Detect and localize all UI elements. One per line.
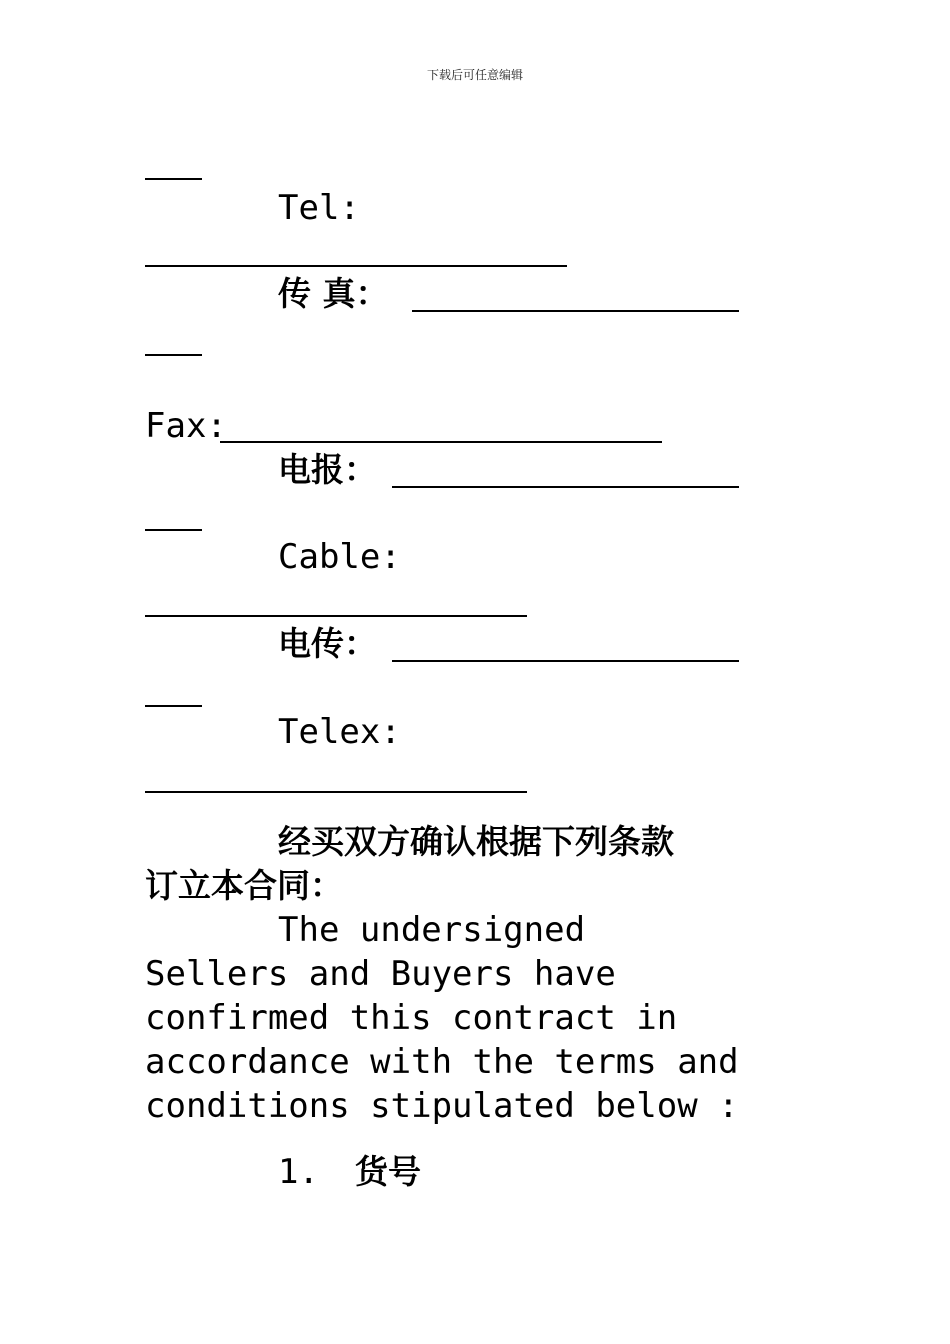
tel-label: Tel: <box>278 188 360 228</box>
telex-blank <box>145 791 527 793</box>
tel-blank <box>145 265 567 267</box>
telex-cn-label: 电传： <box>278 624 377 663</box>
telex-cn-blank <box>392 660 739 662</box>
page-header: 下载后可任意编辑 <box>426 68 523 82</box>
preamble-en <box>145 908 745 1128</box>
cable-label: Cable: <box>278 537 401 577</box>
blank-line <box>145 178 202 180</box>
telex-label: Telex: <box>278 712 401 752</box>
item-number: 1. <box>278 1152 319 1192</box>
cable-cn-blank-cont <box>145 529 202 531</box>
telex-cn-blank-cont <box>145 705 202 707</box>
preamble-en-text: The undersigned Sellers and Buyers have confirmed this contract in accordance with the terms and conditions stipulated below : <box>145 910 739 1126</box>
cable-cn-label: 电报： <box>278 450 377 489</box>
fax-cn-label: 传 真： <box>278 274 389 313</box>
preamble-cn-line2: 订立本合同： <box>145 866 343 905</box>
fax-blank <box>220 441 662 443</box>
item-label: 货号 <box>355 1152 421 1191</box>
cable-blank <box>145 615 527 617</box>
cable-cn-blank <box>392 486 739 488</box>
fax-cn-blank <box>412 310 739 312</box>
preamble-cn-line1: 经买双方确认根据下列条款 <box>278 822 674 861</box>
fax-label: Fax: <box>145 406 227 446</box>
fax-cn-blank-cont <box>145 354 202 356</box>
